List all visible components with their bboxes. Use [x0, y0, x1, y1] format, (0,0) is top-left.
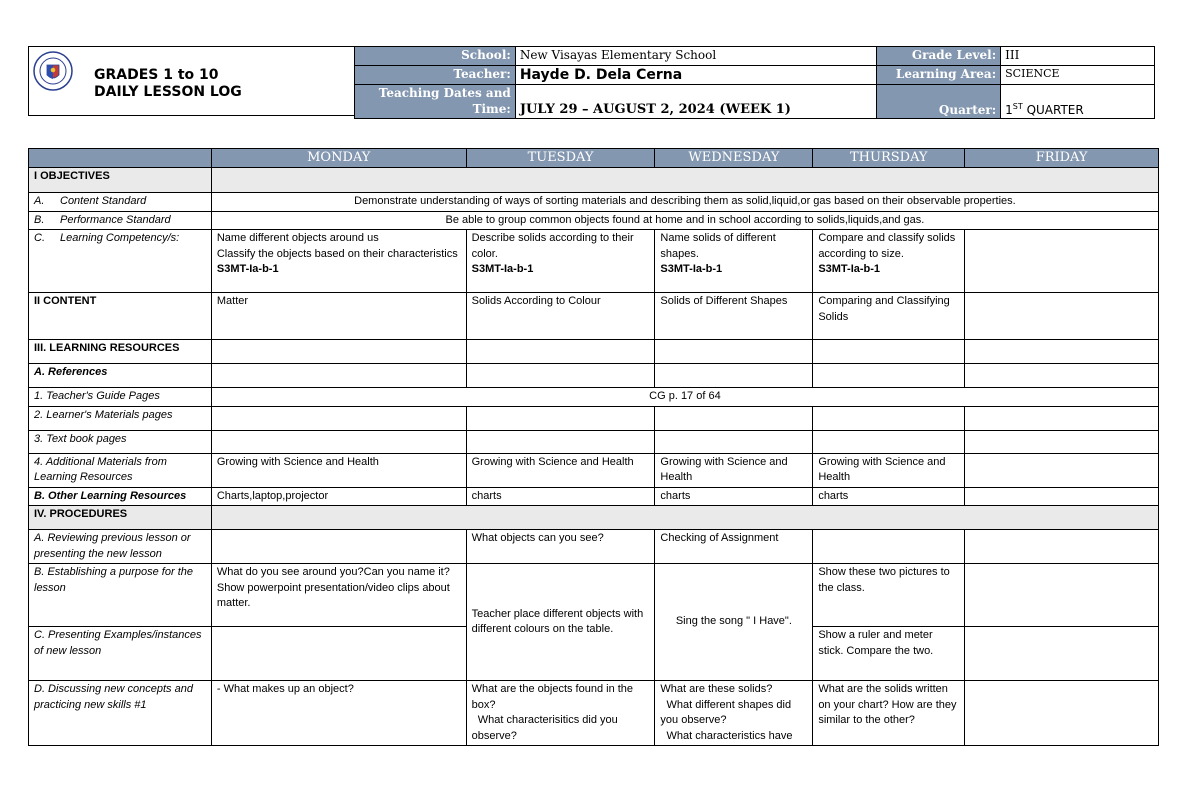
quarter-value	[1001, 85, 1155, 119]
grade-value: III	[1001, 47, 1155, 66]
cell	[211, 340, 466, 364]
other-monday: Charts,laptop,projector	[211, 487, 466, 506]
dates-label-line-1: Teaching Dates and	[378, 86, 511, 100]
procedure-bc-tuesday: Teacher place different objects with different colours on the table.	[466, 564, 655, 681]
tg-pages-row	[29, 388, 1159, 407]
cell	[965, 453, 1159, 487]
procedure-d-tuesday-line-2: What characterisitics did you observe?	[471, 714, 621, 742]
competency-tuesday-code: S3MT-Ia-b-1	[471, 263, 534, 275]
procedure-d-label: D. Discussing new concepts and practicing new skills #1	[29, 681, 212, 746]
procedure-b-monday	[211, 564, 466, 627]
quarter-text: QUARTER	[1022, 103, 1084, 117]
performance-standard-label: Performance Standard	[60, 213, 171, 226]
competency-label: Learning Competency/s:	[60, 232, 180, 244]
quarter-label: Quarter:	[877, 85, 1001, 119]
competency-tuesday-text: Describe solids according to their color.	[471, 232, 634, 260]
day-header-blank	[29, 149, 212, 168]
lm-pages-row	[29, 406, 1159, 430]
cell	[965, 627, 1159, 681]
performance-standard-label-cell	[29, 211, 212, 230]
title-line-1: GRADES 1 to 10	[94, 67, 219, 83]
procedure-d-wednesday-line-3: What characteristics have	[660, 729, 793, 742]
cell	[965, 564, 1159, 627]
day-thursday: THURSDAY	[813, 149, 965, 168]
other-tuesday: charts	[466, 487, 655, 506]
textbook-row	[29, 430, 1159, 453]
competency-tuesday	[466, 230, 655, 293]
cell	[211, 406, 466, 430]
school-value: New Visayas Elementary School	[515, 47, 876, 66]
procedure-d-tuesday	[466, 681, 655, 746]
deped-seal-icon	[33, 51, 73, 91]
cell	[211, 430, 466, 453]
textbook-label: 3. Text book pages	[29, 430, 212, 453]
additional-wednesday: Growing with Science and Health	[655, 453, 813, 487]
dates-value: JULY 29 – AUGUST 2, 2024 (WEEK 1)	[515, 85, 876, 119]
dates-label-line-2: Time:	[472, 102, 511, 116]
grade-label: Grade Level:	[877, 47, 1001, 66]
references-row	[29, 364, 1159, 388]
resources-row	[29, 340, 1159, 364]
content-wednesday: Solids of Different Shapes	[655, 293, 813, 340]
dates-label	[355, 85, 516, 119]
cell	[813, 340, 965, 364]
procedure-a-label: A. Reviewing previous lesson or presenting the new lesson	[29, 530, 212, 564]
teacher-value: Hayde D. Dela Cerna	[515, 66, 876, 85]
competency-monday-line-1: Name different objects around us	[216, 232, 379, 244]
cell	[466, 340, 655, 364]
procedures-heading: IV. PROCEDURES	[29, 506, 212, 530]
tg-pages-value: CG p. 17 of 64	[211, 388, 1158, 407]
day-tuesday: TUESDAY	[466, 149, 655, 168]
tg-pages-label: 1. Teacher's Guide Pages	[29, 388, 212, 407]
content-standard-label-cell	[29, 193, 212, 212]
day-monday: MONDAY	[211, 149, 466, 168]
cell	[965, 340, 1159, 364]
day-header-row	[29, 149, 1159, 168]
competency-friday	[965, 230, 1159, 293]
procedure-a-tuesday: What objects can you see?	[466, 530, 655, 564]
procedure-b-thursday: Show these two pictures to the class.	[813, 564, 965, 627]
cell	[655, 406, 813, 430]
procedure-d-thursday: What are the solids written on your chart? How are they similar to the other?	[813, 681, 965, 746]
content-tuesday: Solids According to Colour	[466, 293, 655, 340]
competency-thursday	[813, 230, 965, 293]
competency-wednesday-code: S3MT-Ia-b-1	[660, 263, 723, 275]
page-title	[94, 67, 242, 101]
cell	[466, 364, 655, 388]
procedure-d-tuesday-line-1: What are the objects found in the box?	[471, 683, 634, 711]
cell	[211, 364, 466, 388]
procedure-c-thursday: Show a ruler and meter stick. Compare the two.	[813, 627, 965, 681]
cell	[965, 430, 1159, 453]
performance-standard-row	[29, 211, 1159, 230]
competency-row	[29, 230, 1159, 293]
cell	[965, 487, 1159, 506]
header	[28, 46, 1155, 116]
performance-standard-num: B.	[34, 213, 45, 226]
title-line-2: DAILY LESSON LOG	[94, 84, 242, 100]
cell	[211, 627, 466, 681]
procedure-d-wednesday-line-2: What different shapes did you observe?	[660, 698, 795, 726]
other-resources-row	[29, 487, 1159, 506]
competency-wednesday-text: Name solids of different shapes.	[660, 232, 776, 260]
procedures-row	[29, 506, 1159, 530]
cell	[965, 530, 1159, 564]
competency-num: C.	[34, 232, 45, 244]
cell	[466, 406, 655, 430]
lm-pages-label: 2. Learner's Materials pages	[29, 406, 212, 430]
cell	[813, 406, 965, 430]
competency-wednesday	[655, 230, 813, 293]
objectives-heading: I OBJECTIVES	[29, 168, 212, 193]
performance-standard-value: Be able to group common objects found at home and in school according to solids,liquids,and gas.	[211, 211, 1158, 230]
header-info-table	[354, 46, 1155, 119]
procedure-b-monday-line-2: Show powerpoint presentation/video clips about matter.	[216, 581, 450, 609]
resources-heading: III. LEARNING RESOURCES	[29, 340, 212, 364]
other-thursday: charts	[813, 487, 965, 506]
procedure-d-wednesday	[655, 681, 813, 746]
procedure-d-wednesday-line-1: What are these solids?	[660, 683, 773, 695]
additional-materials-row	[29, 453, 1159, 487]
quarter-superscript: ST	[1012, 102, 1023, 111]
content-row	[29, 293, 1159, 340]
cell	[655, 340, 813, 364]
cell	[965, 681, 1159, 746]
competency-thursday-text: Compare and classify solids according to size.	[818, 232, 956, 260]
content-monday: Matter	[211, 293, 466, 340]
cell	[965, 364, 1159, 388]
cell	[655, 430, 813, 453]
additional-materials-label: 4. Additional Materials from Learning Resources	[29, 453, 212, 487]
quarter-number: 1	[1005, 103, 1013, 117]
day-friday: FRIDAY	[965, 149, 1159, 168]
cell	[813, 530, 965, 564]
cell	[813, 430, 965, 453]
school-label: School:	[355, 47, 516, 66]
cell	[211, 530, 466, 564]
lesson-log-table	[28, 148, 1159, 746]
objectives-row	[29, 168, 1159, 193]
content-standard-num: A.	[34, 195, 45, 207]
additional-thursday: Growing with Science and Health	[813, 453, 965, 487]
competency-monday-code: S3MT-Ia-b-1	[216, 263, 279, 275]
area-label: Learning Area:	[877, 66, 1001, 85]
teacher-label: Teacher:	[355, 66, 516, 85]
cell	[466, 430, 655, 453]
other-wednesday: charts	[655, 487, 813, 506]
procedure-bc-wednesday: Sing the song " I Have".	[655, 564, 813, 681]
procedure-b-monday-line-1: What do you see around you?Can you name it?	[216, 566, 450, 578]
cell	[211, 506, 1158, 530]
content-standard-label: Content Standard	[60, 195, 147, 207]
procedure-b-row	[29, 564, 1159, 627]
objectives-blank	[211, 168, 1158, 193]
day-wednesday: WEDNESDAY	[655, 149, 813, 168]
cell	[813, 364, 965, 388]
competency-monday-line-2: Classify the objects based on their characteristics	[216, 247, 458, 260]
cell	[655, 364, 813, 388]
procedure-d-monday: - What makes up an object?	[211, 681, 466, 746]
cell	[965, 406, 1159, 430]
additional-monday: Growing with Science and Health	[211, 453, 466, 487]
references-label: A. References	[29, 364, 212, 388]
content-friday	[965, 293, 1159, 340]
procedure-d-row	[29, 681, 1159, 746]
content-heading: II CONTENT	[29, 293, 212, 340]
other-resources-label: B. Other Learning Resources	[29, 487, 212, 506]
additional-tuesday: Growing with Science and Health	[466, 453, 655, 487]
area-value: SCIENCE	[1001, 66, 1155, 85]
content-thursday: Comparing and Classifying Solids	[813, 293, 965, 340]
content-standard-value: Demonstrate understanding of ways of sorting materials and describing them as solid,liquid,or gas based on their observable properties.	[211, 193, 1158, 212]
procedure-a-row	[29, 530, 1159, 564]
procedure-c-label: C. Presenting Examples/instances of new lesson	[29, 627, 212, 681]
procedure-a-wednesday: Checking of Assignment	[655, 530, 813, 564]
competency-monday	[211, 230, 466, 293]
content-standard-row	[29, 193, 1159, 212]
competency-thursday-code: S3MT-Ia-b-1	[818, 263, 881, 275]
competency-label-cell	[29, 230, 212, 293]
logo-cell	[28, 46, 354, 116]
procedure-b-label: B. Establishing a purpose for the lesson	[29, 564, 212, 627]
